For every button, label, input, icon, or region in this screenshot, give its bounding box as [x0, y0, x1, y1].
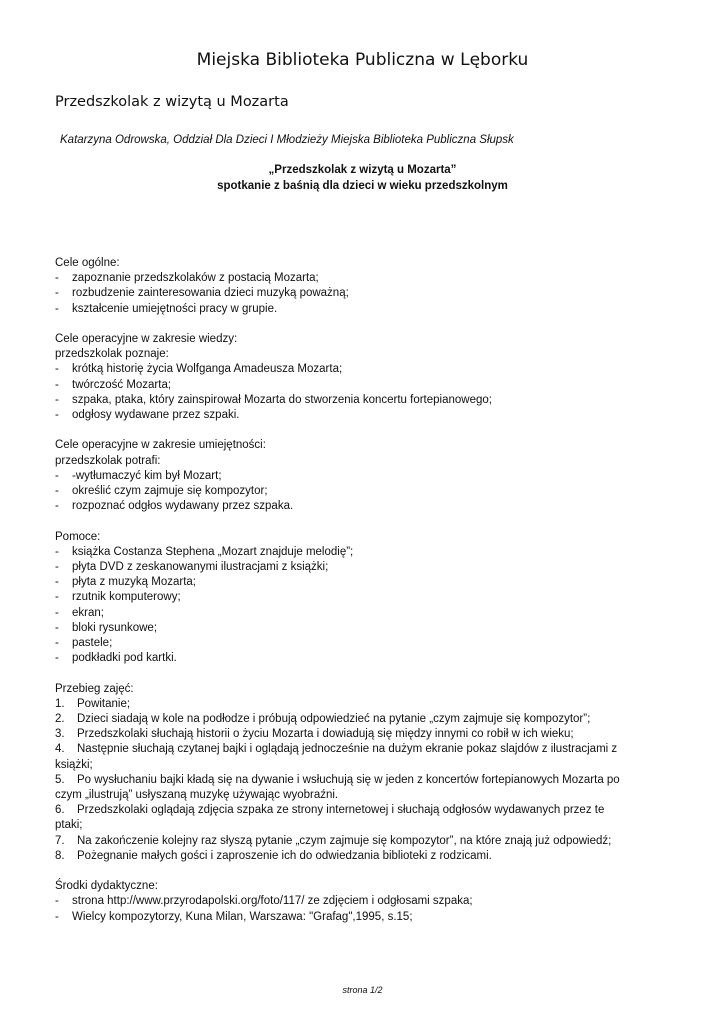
list-item-text: kształcenie umiejętności pracy w grupie.: [72, 302, 278, 315]
bullet-marker: -: [55, 378, 59, 391]
article-title: Przedszkolak z wizytą u Mozarta: [55, 94, 289, 110]
list-item-text: określić czym zajmuje się kompozytor;: [72, 485, 268, 498]
list-item: [55, 621, 665, 636]
list-item: [55, 302, 665, 317]
section-didactic-resources: [55, 879, 665, 925]
section-knowledge-goals: [55, 332, 665, 423]
section-teaching-aids: [55, 530, 665, 667]
section-title: Środki dydaktyczne:: [55, 880, 158, 893]
bullet-list: [55, 362, 665, 423]
list-item: [55, 393, 665, 408]
list-item: [55, 469, 665, 484]
list-item: [55, 651, 665, 666]
bullet-marker: -: [55, 652, 59, 665]
list-item-text: książka Costanza Stephena „Mozart znajduje melodię”;: [72, 545, 354, 558]
step-number: 5.: [55, 773, 65, 786]
numbered-line: [55, 697, 665, 712]
step-number: 8.: [55, 849, 65, 862]
step-text: Na zakończenie kolejny raz słyszą pytanie „czym zajmuje się kompozytor”, na które znają już odpowiedź;: [77, 834, 612, 847]
bullet-marker: -: [55, 409, 59, 422]
bullet-marker: -: [55, 485, 59, 498]
list-item: [55, 271, 665, 286]
step-number: 6.: [55, 804, 65, 817]
list-item: [55, 499, 665, 514]
bullet-marker: -: [55, 637, 59, 650]
bullet-marker: -: [55, 469, 59, 482]
section-general-goals: [55, 256, 665, 317]
bullet-marker: -: [55, 302, 59, 315]
section-title: Cele operacyjne w zakresie wiedzy:: [55, 333, 238, 345]
step-text: Przedszkolaki słuchają historii o życiu Mozarta i dowiadują się między innymi co robił w ich wieku;: [77, 728, 574, 741]
step-number: 3.: [55, 728, 65, 741]
numbered-line: [55, 742, 665, 757]
step-number: 7.: [55, 834, 65, 847]
step-text: Po wysłuchaniu bajki kładą się na dywanie i wsłuchują się w jeden z koncertów fortepianowych Mozarta po: [77, 773, 620, 786]
list-item-text: odgłosy wydawane przez szpaki.: [72, 409, 240, 422]
list-item: [55, 910, 665, 925]
event-title: „Przedszkolak z wizytą u Mozarta”: [268, 164, 457, 176]
section-lesson-flow: [55, 682, 665, 864]
bullet-marker: -: [55, 545, 59, 558]
numbered-line: [55, 727, 665, 742]
step-text: książki;: [55, 758, 93, 771]
list-item-text: -wytłumaczyć kim był Mozart;: [72, 469, 222, 482]
event-subtitle: spotkanie z baśnią dla dzieci w wieku przedszkolnym: [217, 180, 508, 192]
section-intro: przedszkolak potrafi:: [55, 454, 161, 467]
list-item-text: bloki rysunkowe;: [72, 621, 158, 634]
step-number: 4.: [55, 743, 65, 756]
section-title: Cele operacyjne w zakresie umiejętności:: [55, 439, 266, 452]
numbered-line: [55, 712, 665, 727]
step-number: 2.: [55, 713, 65, 726]
numbered-line: [55, 849, 665, 864]
bullet-marker: -: [55, 393, 59, 406]
section-title: Pomoce:: [55, 530, 101, 543]
list-item: [55, 560, 665, 575]
list-item-text: pastele;: [72, 637, 113, 650]
bullet-marker: -: [55, 287, 59, 300]
step-text: Przedszkolaki oglądają zdjęcia szpaka ze strony internetowej i słuchają odgłosów wydawanych przez te: [77, 804, 605, 817]
bullet-marker: -: [55, 621, 59, 634]
list-item-text: podkładki pod kartki.: [72, 652, 177, 665]
list-item-text: krótką historię życia Wolfganga Amadeusza Mozarta;: [72, 363, 343, 376]
list-item: [55, 362, 665, 377]
bullet-marker: -: [55, 895, 59, 908]
bullet-list: [55, 545, 665, 667]
list-item-text: szpaka, ptaka, który zainspirował Mozarta do stworzenia koncertu fortepianowego;: [72, 393, 492, 406]
list-item: [55, 286, 665, 301]
list-item: [55, 545, 665, 560]
numbered-line: [55, 803, 665, 818]
bullet-marker: -: [55, 363, 59, 376]
step-text: Powitanie;: [77, 697, 131, 710]
step-text: Następnie słuchają czytanej bajki i oglądają jednocześnie na dużym ekranie pokaz slajdów z ilustracjami z: [77, 743, 618, 756]
numbered-list: [55, 697, 665, 864]
list-item: [55, 484, 665, 499]
step-text: czym „ilustrują” usłyszaną muzykę używając wyobraźni.: [55, 789, 339, 802]
bullet-marker: -: [55, 500, 59, 513]
list-item-text: płyta DVD z zeskanowanymi ilustracjami z książki;: [72, 561, 329, 574]
list-item-text: rozpoznać odgłos wydawany przez szpaka.: [72, 500, 294, 513]
numbered-line: [55, 773, 665, 788]
numbered-line: [55, 758, 665, 773]
list-item-text: rozbudzenie zainteresowania dzieci muzyką poważną;: [72, 287, 349, 300]
list-item: [55, 408, 665, 423]
list-item-text: ekran;: [72, 606, 104, 619]
step-text: Pożegnanie małych gości i zaproszenie ich do odwiedzania biblioteki z rodzicami.: [77, 849, 492, 862]
numbered-line: [55, 788, 665, 803]
numbered-line: [55, 818, 665, 833]
bullet-marker: -: [55, 272, 59, 285]
bullet-marker: -: [55, 591, 59, 604]
bullet-marker: -: [55, 576, 59, 589]
list-item-text: płyta z muzyką Mozarta;: [72, 576, 196, 589]
bullet-marker: -: [55, 561, 59, 574]
list-item: [55, 606, 665, 621]
section-title: Cele ogólne:: [55, 257, 120, 269]
bullet-list: [55, 271, 665, 317]
page-number: strona 1/2: [342, 985, 383, 995]
list-item: [55, 636, 665, 651]
step-text: ptaki;: [55, 819, 83, 832]
section-title: Przebieg zajęć:: [55, 682, 134, 695]
bullet-list: [55, 469, 665, 515]
section-skill-goals: [55, 438, 665, 514]
site-title: Miejska Biblioteka Publiczna w Lęborku: [196, 50, 529, 70]
numbered-line: [55, 834, 665, 849]
list-item-text: rzutnik komputerowy;: [72, 591, 181, 604]
list-item: [55, 378, 665, 393]
list-item: [55, 590, 665, 605]
author-line: Katarzyna Odrowska, Oddział Dla Dzieci I Młodzieży Miejska Biblioteka Publiczna Słupsk: [60, 134, 514, 146]
bullet-list: [55, 894, 665, 924]
bullet-marker: -: [55, 910, 59, 923]
list-item: [55, 575, 665, 590]
list-item-text: strona http://www.przyrodapolski.org/foto/117/ ze zdjęciem i odgłosami szpaka;: [72, 895, 473, 908]
bullet-marker: -: [55, 606, 59, 619]
document-body: [55, 256, 665, 940]
list-item-text: Wielcy kompozytorzy, Kuna Milan, Warszawa: "Grafag",1995, s.15;: [72, 910, 413, 923]
list-item: [55, 894, 665, 909]
step-number: 1.: [55, 697, 65, 710]
step-text: Dzieci siadają w kole na podłodze i próbują odpowiedzieć na pytanie „czym zajmuje się kompozytor”;: [77, 713, 591, 726]
list-item-text: zapoznanie przedszkolaków z postacią Mozarta;: [72, 272, 319, 285]
list-item-text: twórczość Mozarta;: [72, 378, 172, 391]
section-intro: przedszkolak poznaje:: [55, 348, 169, 361]
